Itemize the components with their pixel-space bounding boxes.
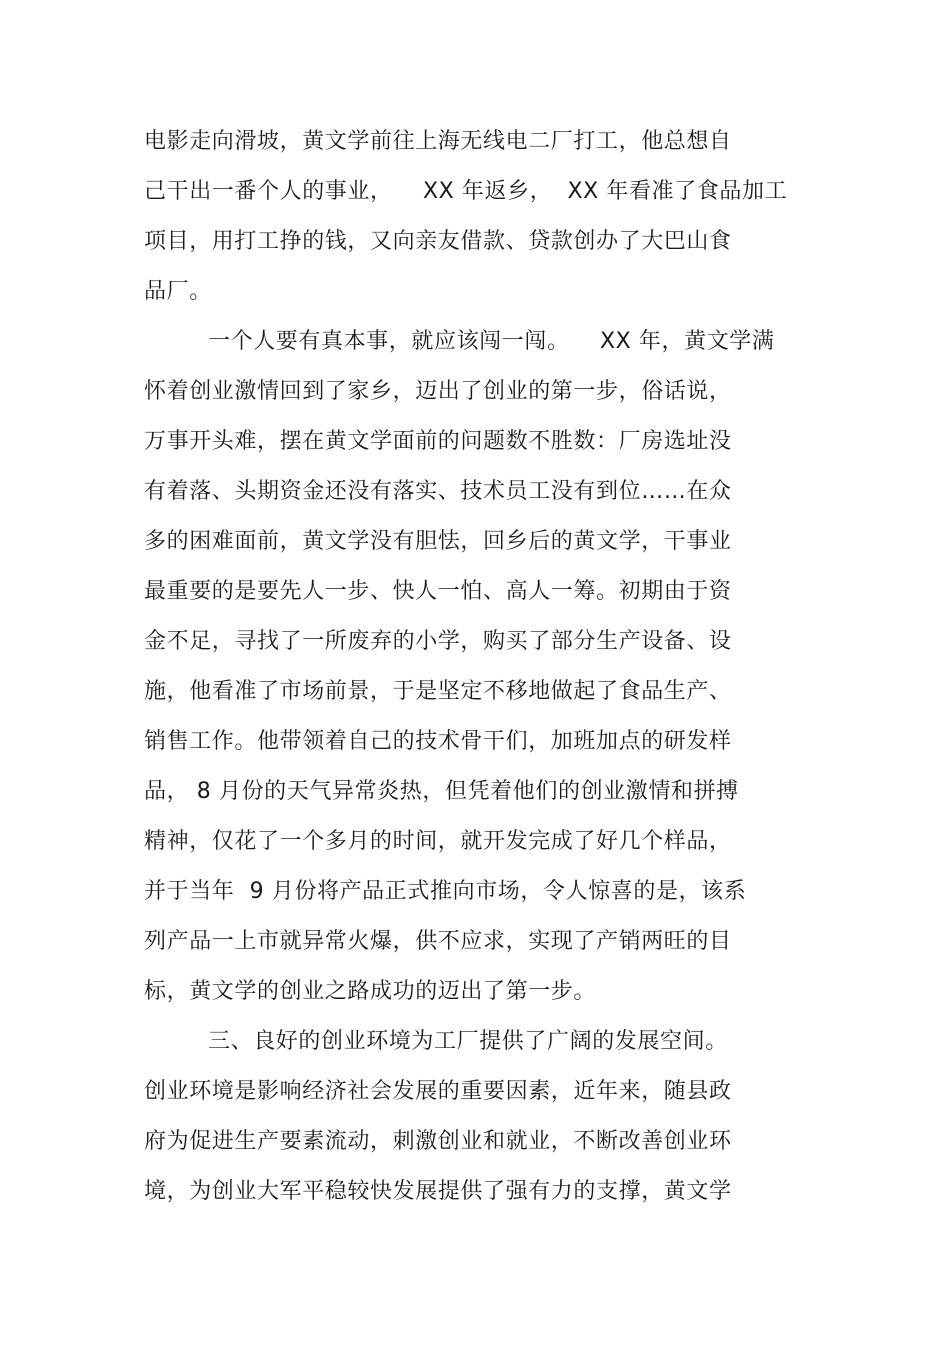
text-line: 万事开头难，摆在黄文学面前的问题数不胜数：厂房选址没: [144, 429, 732, 454]
text-line: 金不足，寻找了一所废弃的小学，购买了部分生产设备、设: [144, 629, 732, 654]
text-line: 项目，用打工挣的钱，又向亲友借款、贷款创办了大巴山食: [144, 229, 732, 254]
text-line: 怀着创业激情回到了家乡，迈出了创业的第一步，俗话说，: [144, 379, 732, 404]
text-line: 精神，仅花了一个多月的时间，就开发完成了好几个样品，: [144, 829, 732, 854]
paragraph-first-line: 一个人要有真本事，就应该闯一闯。 XX 年，黄文学满: [208, 329, 775, 354]
text-line: 品， 8 月份的天气异常炎热，但凭着他们的创业激情和拼搏: [144, 779, 739, 804]
text-line: 己干出一番个人的事业， XX 年返乡， XX 年看准了食品加工: [144, 179, 788, 204]
text-line: 品厂。: [144, 279, 212, 304]
text-line: 施，他看准了市场前景，于是坚定不移地做起了食品生产、: [144, 679, 732, 704]
text-line: 最重要的是要先人一步、快人一怕、高人一筹。初期由于资: [144, 579, 732, 604]
text-line: 多的困难面前，黄文学没有胆怯，回乡后的黄文学，干事业: [144, 529, 732, 554]
text-line: 标，黄文学的创业之路成功的迈出了第一步。: [144, 979, 597, 1004]
text-line: 府为促进生产要素流动，刺激创业和就业，不断改善创业环: [144, 1129, 732, 1154]
text-line: 并于当年 9 月份将产品正式推向市场，令人惊喜的是，该系: [144, 879, 747, 904]
text-line: 电影走向滑坡，黄文学前往上海无线电二厂打工，他总想自: [144, 129, 732, 154]
text-line: 列产品一上市就异常火爆，供不应求，实现了产销两旺的目: [144, 929, 732, 954]
text-line: 销售工作。他带领着自己的技术骨干们，加班加点的研发样: [144, 729, 732, 754]
text-line: 有着落、头期资金还没有落实、技术员工没有到位……在众: [144, 479, 732, 504]
section-heading: 三、良好的创业环境为工厂提供了广阔的发展空间。: [208, 1029, 728, 1054]
text-line: 创业环境是影响经济社会发展的重要因素，近年来，随县政: [144, 1079, 732, 1104]
text-line: 境，为创业大军平稳较快发展提供了强有力的支撑，黄文学: [144, 1179, 732, 1204]
